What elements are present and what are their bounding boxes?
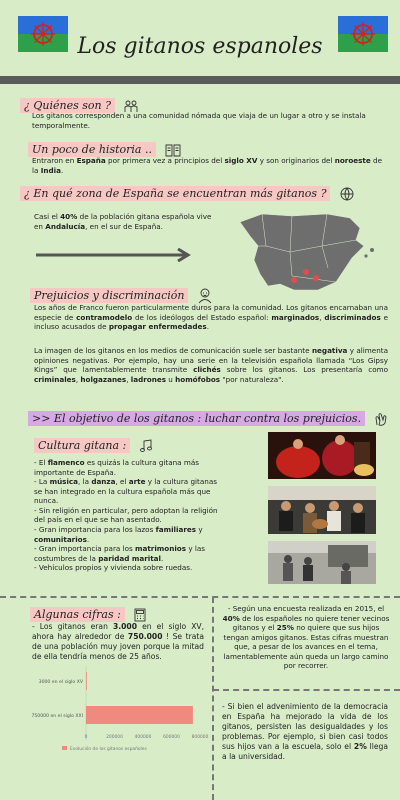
community-photo bbox=[268, 541, 376, 584]
text-bold: música bbox=[49, 477, 79, 487]
text-run: de la bbox=[32, 156, 383, 175]
text-bold: España bbox=[76, 156, 106, 165]
section-zona-heading-wrap bbox=[20, 182, 354, 201]
text-run: . bbox=[206, 322, 209, 332]
section-historia-heading: Un poco de historia .. bbox=[28, 142, 156, 157]
text-run: La imagen de los gitanos en los medios de comunicación suele ser bastante bbox=[34, 346, 312, 355]
calculator-icon bbox=[134, 607, 148, 621]
list-item bbox=[34, 544, 224, 563]
music-note-icon bbox=[139, 438, 153, 452]
text-bold: noroeste bbox=[334, 156, 371, 165]
list-item bbox=[34, 525, 224, 544]
section-zona-heading: ¿ En qué zona de España se encuentran más gitanos ? bbox=[20, 186, 330, 201]
text-run: por primera vez a principios del bbox=[105, 156, 225, 165]
text-run: . bbox=[60, 165, 64, 175]
text-run: y son originarios del bbox=[257, 156, 335, 165]
text-bold: holgazanes bbox=[80, 374, 127, 384]
section-objetivo-heading: >> El objetivo de los gitanos : luchar contra los prejuicios. bbox=[28, 411, 365, 426]
chart-tick-label: 800000 bbox=[191, 735, 209, 740]
text-run: y bbox=[196, 525, 203, 535]
text-run: - Los gitanos eran bbox=[32, 622, 113, 631]
right-column-divider bbox=[213, 689, 400, 691]
text-bold: ladrones bbox=[130, 374, 167, 384]
text-run: , el bbox=[115, 477, 129, 487]
text-bold: siglo XV bbox=[224, 156, 258, 165]
text-bold: Andalucía bbox=[45, 221, 86, 231]
chart-tick-label: 400000 bbox=[134, 735, 152, 740]
page-title: Los gitanos espanoles bbox=[77, 34, 323, 59]
text-bold: comunitarios bbox=[34, 534, 87, 544]
section-cultura-heading-wrap bbox=[34, 434, 153, 453]
chart-category-label: 750000 en el siglo XXI bbox=[31, 714, 83, 719]
person-icon bbox=[198, 288, 212, 302]
text-bold: discriminados bbox=[324, 312, 381, 322]
flamenco-photo bbox=[268, 432, 376, 479]
text-run: "por naturaleza". bbox=[220, 374, 284, 384]
text-bold: India bbox=[40, 165, 61, 175]
chart-legend-label: Evolución de los gitanos españoles bbox=[70, 747, 147, 752]
text-run: y la cultura gitanas se han integrado en la cultura española más que nunca. bbox=[34, 477, 217, 506]
text-run: e incluso acusados de bbox=[34, 312, 388, 332]
text-bold: familiares bbox=[155, 525, 197, 535]
text-run: ! Se trata de una población muy joven porque la mitad de ella tendría menos de 25 años. bbox=[32, 632, 204, 662]
spain-map-icon bbox=[232, 206, 382, 300]
text-run: es quizás la cultura gitana más importante de España. bbox=[34, 458, 200, 477]
chart-bar bbox=[86, 706, 193, 724]
text-run: - Sin religión en particular, pero adoptan la religión del país en el que se han asentado. bbox=[34, 505, 218, 525]
list-item bbox=[34, 506, 224, 525]
section-historia-text bbox=[32, 156, 387, 175]
text-bold: propagar enfermedades bbox=[108, 322, 207, 332]
section-cifras-heading-wrap bbox=[30, 603, 148, 622]
text-bold: marginados bbox=[271, 312, 320, 322]
text-run: , en el sur de España. bbox=[85, 221, 163, 231]
chart-bar bbox=[86, 672, 87, 690]
text-bold: flamenco bbox=[47, 458, 85, 467]
text-run: , bbox=[75, 374, 81, 384]
bottom-column-divider bbox=[212, 597, 214, 800]
section-quienes-heading: ¿ Quiénes son ? bbox=[20, 98, 115, 113]
section-cultura-list bbox=[34, 458, 224, 573]
text-bold: homófobos bbox=[175, 374, 221, 384]
text-run: - Si bien el advenimiento de la democracia en España ha mejorado la vida de los gitanos, persisten las desigualdades y los problemas. Por ejemplo, si bien casi todos sus hijos van a la escuela, solo el bbox=[222, 702, 388, 752]
text-run: - La bbox=[34, 477, 50, 487]
text-bold: contramodelo bbox=[76, 312, 133, 322]
section-historia-heading-wrap bbox=[28, 138, 179, 157]
text-bold: 3.000 bbox=[112, 622, 137, 631]
text-run: de la población gitana española vive en bbox=[34, 212, 212, 231]
text-run: - Vehículos propios y vivienda sobre ruedas. bbox=[34, 563, 193, 573]
section-democracia-text bbox=[222, 702, 388, 763]
chart-tick-label: 0 bbox=[84, 735, 88, 740]
bottom-divider bbox=[0, 596, 400, 598]
chart-legend-swatch bbox=[62, 746, 67, 750]
text-run: y alimenta opiniones negativas. Por ejemplo, hay una serie en la televisión española llamada “Los Gipsy Kings” que lamentablemente transmite bbox=[34, 346, 388, 375]
text-bold: arte bbox=[128, 477, 146, 487]
text-bold: danza bbox=[91, 477, 116, 487]
list-item bbox=[34, 458, 224, 477]
text-bold: negativa bbox=[311, 346, 348, 355]
divider-band bbox=[0, 76, 400, 84]
musicians-photo bbox=[268, 486, 376, 534]
text-run: en el siglo XV, ahora hay alrededor de bbox=[32, 622, 204, 642]
text-run: . bbox=[86, 534, 90, 544]
population-chart-svg bbox=[10, 662, 210, 774]
text-run: - Según una encuesta realizada en 2015, el bbox=[227, 604, 385, 613]
list-item bbox=[34, 477, 224, 506]
text-run: y las costumbres de la bbox=[34, 544, 206, 563]
text-bold: 25% bbox=[276, 623, 294, 633]
section-encuesta-text bbox=[222, 604, 390, 671]
section-zona-text bbox=[34, 212, 214, 231]
section-quienes-text: Los gitanos corresponden a una comunidad nómada que viaja de un lugar a otro y se instala temporalmente. bbox=[32, 111, 366, 130]
globe-icon bbox=[340, 186, 354, 200]
section-cifras-text bbox=[32, 622, 204, 662]
text-run: Los años de Franco fueron particularmente duros para la comunidad. Los gitanos encarnaban una especie de bbox=[34, 303, 388, 322]
chart-tick-label: 200000 bbox=[106, 735, 123, 740]
book-icon bbox=[165, 142, 179, 156]
section-objetivo-heading-wrap bbox=[28, 407, 388, 426]
text-run: de los españoles no quiere tener vecinos gitanos y el bbox=[232, 613, 390, 633]
chart-tick-label: 600000 bbox=[163, 735, 180, 740]
text-bold: paridad marital bbox=[98, 553, 161, 563]
text-run: u bbox=[166, 374, 176, 384]
text-run: . bbox=[161, 553, 164, 563]
text-run: Casi el bbox=[34, 212, 61, 221]
text-run: , bbox=[319, 312, 325, 322]
section-prejuicios-heading-wrap bbox=[30, 284, 212, 303]
section-cultura-heading: Cultura gitana : bbox=[34, 438, 130, 453]
people-icon bbox=[124, 98, 138, 112]
population-chart bbox=[10, 662, 210, 774]
text-run: , la bbox=[78, 477, 92, 487]
text-run: - Gran importancia para los bbox=[34, 544, 136, 554]
text-run: sobre los gitanos. Los presentaría como bbox=[220, 365, 389, 375]
text-run: - El bbox=[34, 458, 48, 467]
text-run: no quiere que sus hijos tengan amigos gitanos. Estas cifras muestran que, a pesar de los avances en el tema, lamentablemente aún queda un largo camino por recorrer. bbox=[223, 623, 389, 671]
section-cifras-heading: Algunas cifras : bbox=[30, 607, 125, 622]
text-bold: criminales bbox=[34, 374, 76, 384]
arrow-icon bbox=[34, 247, 194, 266]
text-bold: 40% bbox=[222, 613, 240, 623]
text-run: llega a la universidad. bbox=[222, 742, 388, 762]
text-run: , bbox=[126, 374, 131, 384]
text-bold: 750.000 bbox=[127, 632, 163, 642]
text-bold: matrimonios bbox=[135, 544, 187, 554]
text-bold: 40% bbox=[60, 212, 78, 221]
section-prejuicios-p2 bbox=[34, 346, 388, 384]
text-run: de los ideólogos del Estado español: bbox=[132, 312, 272, 322]
section-prejuicios-heading: Prejuicios y discriminación bbox=[30, 288, 188, 303]
text-bold: clichés bbox=[193, 365, 221, 375]
section-prejuicios-p1 bbox=[34, 303, 388, 332]
list-item bbox=[34, 563, 224, 573]
chart-category-label: 3000 en el siglo XV bbox=[38, 680, 83, 685]
clapping-hands-icon bbox=[374, 411, 388, 425]
text-run: Entraron en bbox=[32, 156, 77, 165]
text-bold: 2% bbox=[353, 742, 367, 752]
text-run: - Gran importancia para los lazos bbox=[34, 525, 156, 535]
